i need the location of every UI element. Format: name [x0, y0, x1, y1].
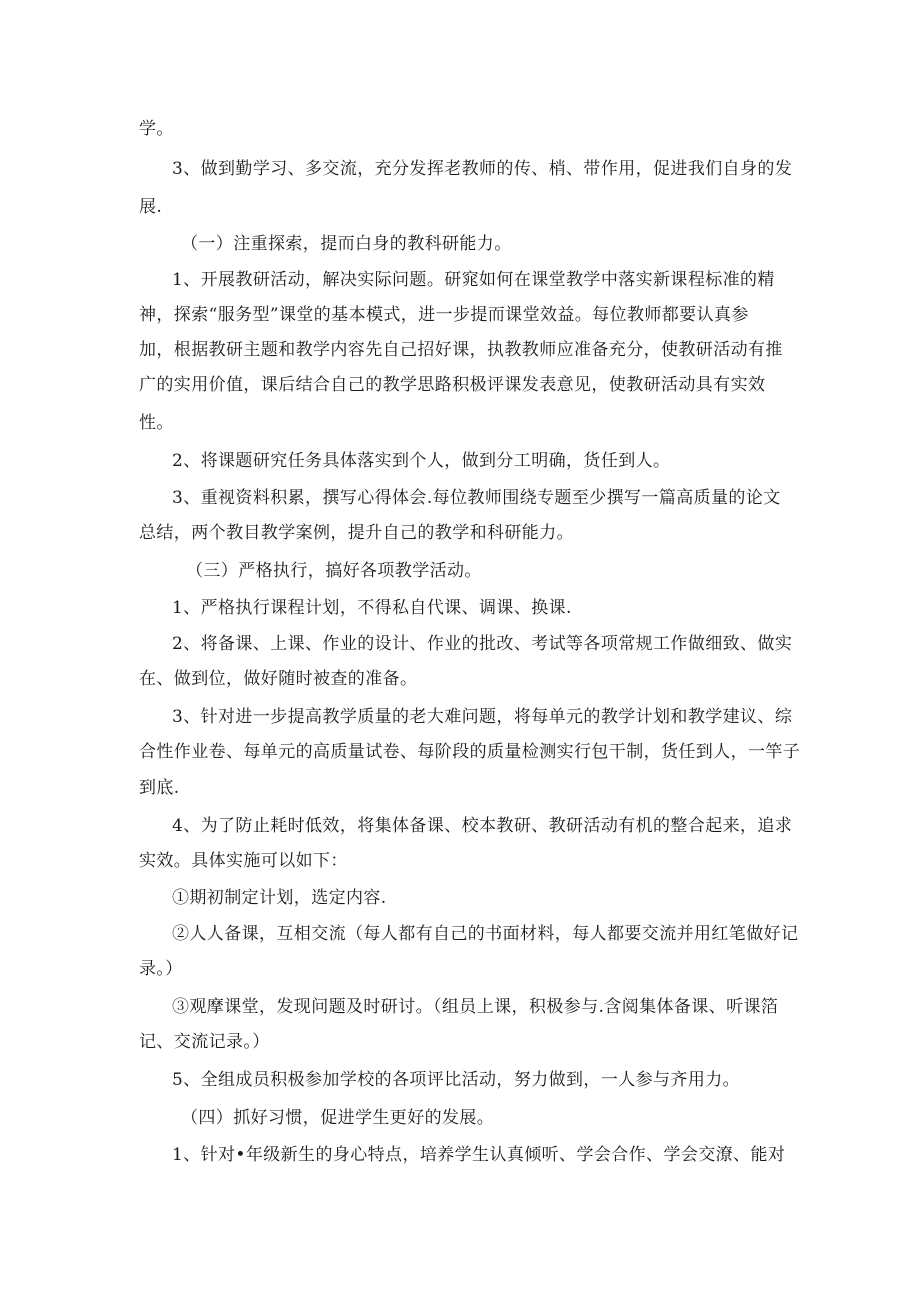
- text-line: 广的实用价值，课后结合自己的教学思路积极评课发表意见，使教研活动具有实效: [139, 375, 766, 395]
- text-line: 神，探索“服务型”课堂的基本模式，进一步提而课堂效益。每位教师都要认真参: [139, 305, 749, 325]
- text-line: 到底.: [139, 778, 180, 798]
- text-line: 4、为了防止耗时低效，将集体备课、校本教研、教研活动有机的整合起来，追求: [172, 816, 793, 836]
- text-line: 加，根据教研主题和教学内容先自己招好课，执教教师应准备充分，使教研活动有推: [139, 340, 783, 360]
- text-line: 合性作业卷、每单元的高质量试卷、每阶段的质量检测实行包干制，货任到人，一竿子: [139, 742, 801, 762]
- text-line: 3、针对进一步提高教学质量的老大难问题，将每单元的教学计划和教学建议、综: [172, 707, 793, 727]
- list-item: ③观摩课堂，发现问题及时研讨。（组员上课，积极参与.含阅集体备课、听课箔: [172, 997, 779, 1017]
- list-item: ①期初制定计划，选定内容.: [172, 888, 387, 908]
- section-heading: （一）注重探索，提而白身的教科研能力。: [181, 234, 512, 254]
- section-heading: （四）抓好习惯，促进学生更好的发展。: [181, 1108, 495, 1128]
- text-line: 1、严格执行课程计划，不得私自代课、调课、换课.: [172, 598, 572, 618]
- text-line: 3、重视资料积累，撰写心得体会.每位教师围绕专题至少撰写一篇高质量的论文: [172, 488, 781, 508]
- text-line: 性。: [139, 413, 174, 433]
- text-line: 5、全组成员积极参加学校的各项评比活动，努力做到，一人参与齐用力。: [172, 1070, 741, 1090]
- text-line: 录。）: [139, 959, 183, 979]
- section-heading: （三）严格执行，搞好各项教学活动。: [186, 561, 482, 581]
- text-line: 学。: [139, 119, 174, 139]
- list-item: ②人人备课，互相交流（每人都有自己的书面材料，每人都要交流并用红笔做好记: [172, 924, 799, 944]
- text-line: 2、将备课、上课、作业的设计、作业的批改、考试等各项常规工作做细致、做实: [172, 634, 793, 654]
- text-line: 展.: [139, 197, 163, 217]
- text-line: 3、做到勤学习、多交流，充分发挥老教师的传、梢、带作用，促进我们自身的发: [172, 159, 793, 179]
- text-line: 2、将课题研究任务具体落实到个人，做到分工明确，货任到人。: [172, 451, 671, 471]
- text-line: 实效。具体实施可以如下：: [139, 851, 348, 871]
- text-line: 总结，两个教目教学案例，提升自己的教学和科研能力。: [139, 523, 574, 543]
- text-line: 在、做到位，做好随时被查的准备。: [139, 669, 418, 689]
- text-line: 1、开展教研活动，解决实际问题。研窕如何在课堂教学中落实新课程标准的精: [172, 270, 775, 290]
- text-line: 记、交流记录。）: [139, 1032, 270, 1052]
- text-line: 1、针对•年级新生的身心特点，培养学生认真倾听、学会合作、学会交潦、能对: [172, 1145, 786, 1165]
